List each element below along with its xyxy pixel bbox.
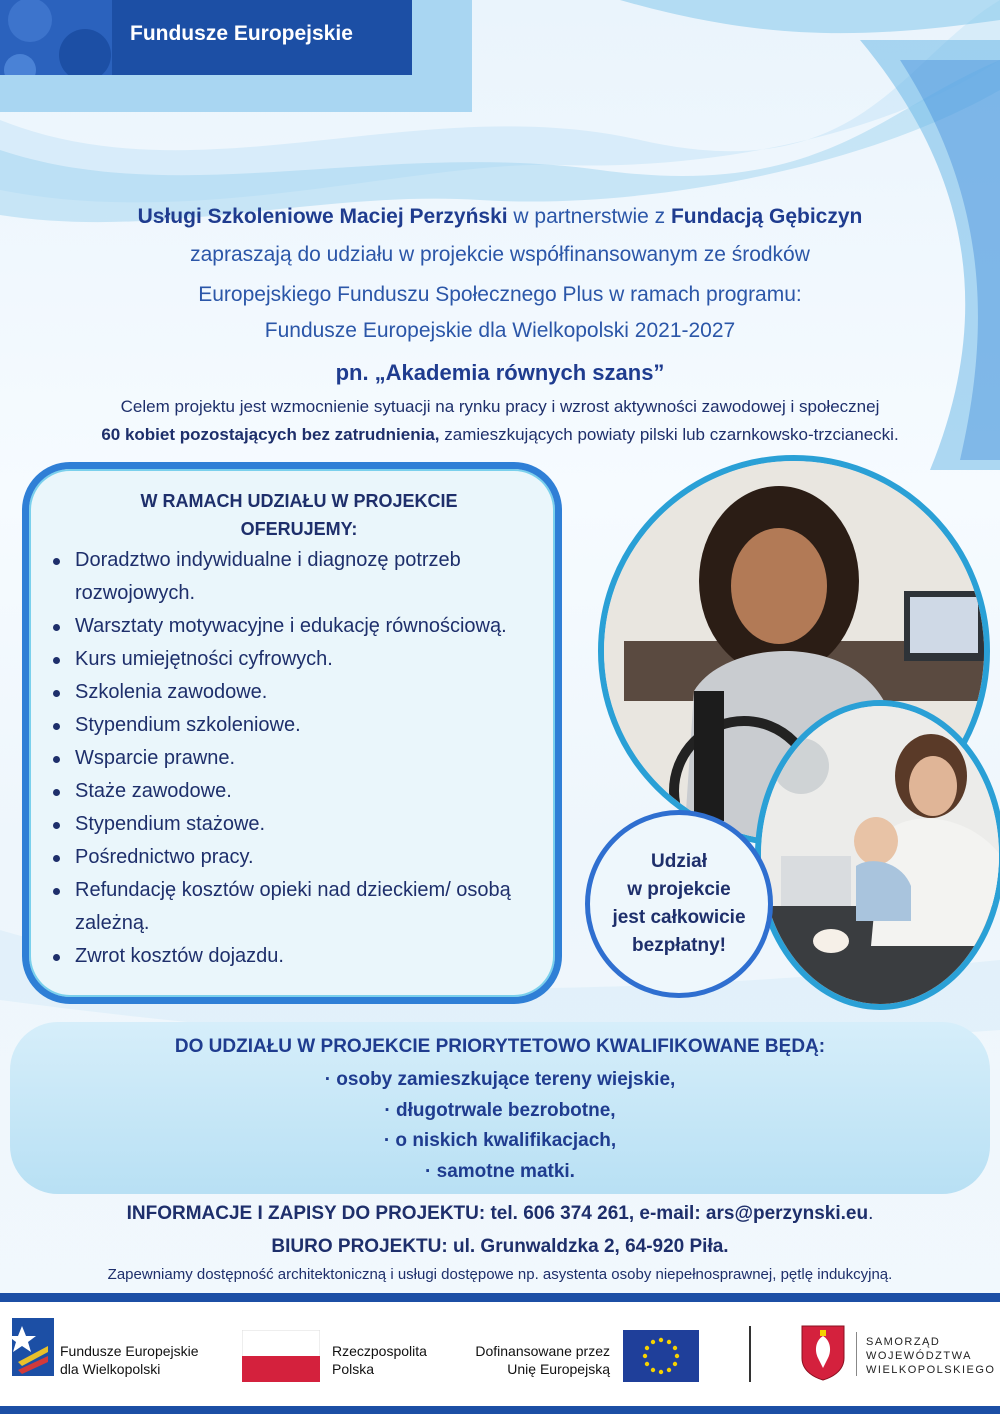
- badge-line-1: Udział: [651, 851, 707, 872]
- contact-text: INFORMACJE I ZAPISY DO PROJEKTU: tel. 606 374 261, e-mail: ars@perzynski.eu: [126, 1203, 869, 1224]
- intro-line-4: Fundusze Europejskie dla Wielkopolski 2021-2027: [264, 319, 736, 342]
- photo-mother-child: [755, 700, 1000, 1010]
- footer-divider: [749, 1326, 751, 1382]
- offer-item: Zwrot kosztów dojazdu.: [51, 940, 535, 973]
- footer-logos: [0, 1302, 1000, 1406]
- contact-period: .: [868, 1203, 874, 1224]
- fe-logo-label: [60, 1342, 199, 1378]
- intro-line-1: [0, 205, 1000, 229]
- priority-box: [10, 1022, 990, 1194]
- offer-title: [109, 487, 489, 543]
- intro-line-3: Europejskiego Funduszu Społecznego Plus w ramach programu:: [198, 283, 802, 306]
- priority-item: · długotrwale bezrobotne,: [384, 1100, 616, 1121]
- contact-info: [0, 1203, 1000, 1225]
- pl-label-line-2: Polska: [332, 1361, 375, 1377]
- mother-child-illustration: [761, 706, 1000, 1006]
- offer-item: Wsparcie prawne.: [51, 742, 535, 775]
- project-name: pn. „Akademia równych szans”: [335, 360, 665, 385]
- badge-line-3: jest całkowicie: [612, 907, 746, 928]
- offer-item: Szkolenia zawodowe.: [51, 676, 535, 709]
- offer-item: Stypendium szkoleniowe.: [51, 709, 535, 742]
- offer-item: Pośrednictwo pracy.: [51, 841, 535, 874]
- samorzad-divider: [856, 1332, 857, 1376]
- offer-item: Kurs umiejętności cyfrowych.: [51, 643, 535, 676]
- header-title: Fundusze Europejskie: [130, 22, 353, 45]
- offer-item: Stypendium stażowe.: [51, 808, 535, 841]
- fe-label-line-2: dla Wielkopolski: [60, 1361, 161, 1377]
- offer-title-line-1: W RAMACH UDZIAŁU W PROJEKCIE: [140, 491, 458, 511]
- offer-item: Warsztaty motywacyjne i edukację równościową.: [51, 610, 535, 643]
- poland-flag-icon: [242, 1330, 320, 1382]
- star-shapes-icon: [0, 0, 112, 75]
- pl-label-line-1: Rzeczpospolita: [332, 1343, 427, 1359]
- eu-label: [464, 1342, 610, 1378]
- organizer-name: Usługi Szkoleniowe Maciej Perzyński: [137, 205, 508, 228]
- free-participation-text: [604, 848, 754, 960]
- sam-label-line-3: WIELKOPOLSKIEGO: [866, 1364, 996, 1376]
- offer-item: Doradztwo indywidualne i diagnozę potrzeb rozwojowych.: [51, 544, 535, 610]
- samorzad-label: [866, 1335, 995, 1377]
- partner-text: w partnerstwie z: [507, 205, 671, 228]
- offer-list: [51, 544, 535, 973]
- intro-line-2: zapraszają do udziału w projekcie współfinansowanym ze środków: [190, 243, 810, 266]
- priority-item: · samotne matki.: [425, 1161, 575, 1182]
- sam-label-line-2: WOJEWÓDZTWA: [866, 1350, 972, 1362]
- badge-line-2: w projekcie: [627, 879, 731, 900]
- goal-rest: zamieszkujących powiaty pilski lub czarnkowsko-trzcianecki.: [439, 425, 899, 444]
- priority-title: DO UDZIAŁU W PROJEKCIE PRIORYTETOWO KWALIFIKOWANE BĘDĄ:: [174, 1036, 826, 1057]
- footer-top-bar: [0, 1293, 1000, 1302]
- goal-line-2: [0, 425, 1000, 445]
- priority-item: · osoby zamieszkujące tereny wiejskie,: [324, 1069, 676, 1090]
- fe-label-line-1: Fundusze Europejskie: [60, 1343, 199, 1359]
- eu-label-line-2: Unię Europejską: [507, 1361, 610, 1377]
- priority-item: · o niskich kwalifikacjach,: [383, 1130, 617, 1151]
- free-participation-badge: [585, 810, 773, 998]
- fe-logo-icon: [12, 1318, 54, 1376]
- wielkopolska-coat-of-arms-icon: [800, 1324, 846, 1382]
- sam-label-line-1: SAMORZĄD: [866, 1336, 941, 1348]
- accessibility-note: Zapewniamy dostępność architektoniczną i usługi dostępowe np. asystenta osoby niepełnosprawnej, pętlę indukcyjną.: [107, 1266, 893, 1283]
- office-address: BIURO PROJEKTU: ul. Grunwaldzka 2, 64-920 Piła.: [271, 1236, 729, 1257]
- eu-label-line-1: Dofinansowane przez: [475, 1343, 610, 1359]
- offer-item: Refundację kosztów opieki nad dzieckiem/ osobą zależną.: [51, 874, 535, 940]
- poland-label: [332, 1342, 427, 1378]
- goal-line-1: Celem projektu jest wzmocnienie sytuacji na rynku pracy i wzrost aktywności zawodowej i społecznej: [120, 397, 880, 416]
- partner-name: Fundacją Gębiczyn: [670, 205, 863, 228]
- eu-flag-icon: [623, 1330, 699, 1382]
- offer-box: [22, 462, 562, 1004]
- badge-line-4: bezpłatny!: [632, 935, 726, 956]
- eu-stars-pattern: [0, 0, 112, 75]
- offer-title-line-2: OFERUJEMY:: [240, 519, 358, 539]
- offer-item: Staże zawodowe.: [51, 775, 535, 808]
- goal-highlight: 60 kobiet pozostających bez zatrudnienia,: [101, 425, 440, 444]
- footer-bottom-bar: [0, 1406, 1000, 1414]
